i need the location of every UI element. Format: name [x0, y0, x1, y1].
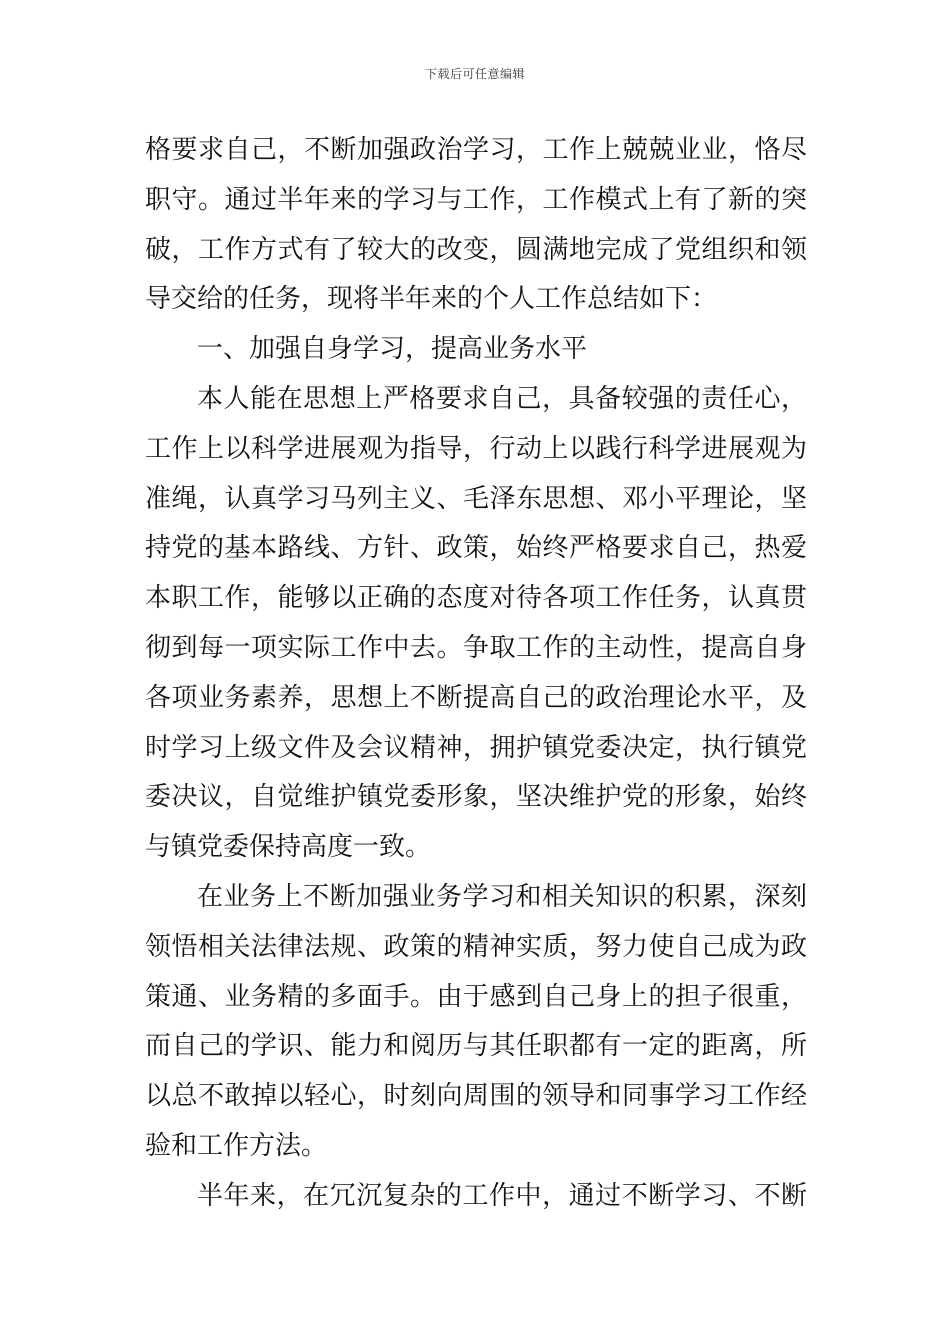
- text-line: 而自己的学识、能力和阅历与其任职都有一定的距离，所: [145, 1031, 807, 1062]
- text-line: 格要求自己，不断加强政治学习，工作上兢兢业业，恪尽: [145, 135, 807, 165]
- text-line: 各项业务素养，思想上不断提高自己的政治理论水平，及: [145, 682, 807, 713]
- text-line: 持党的基本路线、方针、政策，始终严格要求自己，热爱: [145, 533, 807, 564]
- section-heading: 一、加强自身学习，提高业务水平: [197, 334, 588, 365]
- text-line: 半年来，在冗沉复杂的工作中，通过不断学习、不断: [197, 1180, 807, 1211]
- text-line: 与镇党委保持高度一致。: [145, 832, 432, 863]
- text-line: 在业务上不断加强业务学习和相关知识的积累，深刻: [197, 881, 807, 912]
- text-line: 本职工作，能够以正确的态度对待各项工作任务，认真贯: [145, 583, 807, 614]
- page-header: 下载后可任意编辑: [424, 67, 525, 81]
- text-line: 验和工作方法。: [145, 1130, 328, 1161]
- document-body: [145, 126, 807, 1222]
- text-line: 职守。通过半年来的学习与工作，工作模式上有了新的突: [145, 184, 807, 215]
- text-line: 彻到每一项实际工作中去。争取工作的主动性，提高自身: [145, 632, 807, 663]
- text-line: 领悟相关法律法规、政策的精神实质，努力使自己成为政: [145, 931, 807, 962]
- text-line: 时学习上级文件及会议精神，拥护镇党委决定，执行镇党: [145, 732, 807, 763]
- text-line: 导交给的任务，现将半年来的个人工作总结如下：: [145, 284, 718, 315]
- text-line: 准绳，认真学习马列主义、毛泽东思想、邓小平理论，坚: [145, 483, 807, 514]
- text-line: 策通、业务精的多面手。由于感到自己身上的担子很重，: [145, 981, 807, 1012]
- text-line: 以总不敢掉以轻心，时刻向周围的领导和同事学习工作经: [145, 1081, 807, 1112]
- text-line: 工作上以科学进展观为指导，行动上以践行科学进展观为: [145, 433, 807, 464]
- text-line: 本人能在思想上严格要求自己，具备较强的责任心，: [197, 383, 807, 414]
- text-line: 破，工作方式有了较大的改变，圆满地完成了党组织和领: [145, 234, 807, 265]
- text-line: 委决议，自觉维护镇党委形象，坚决维护党的形象，始终: [145, 782, 807, 813]
